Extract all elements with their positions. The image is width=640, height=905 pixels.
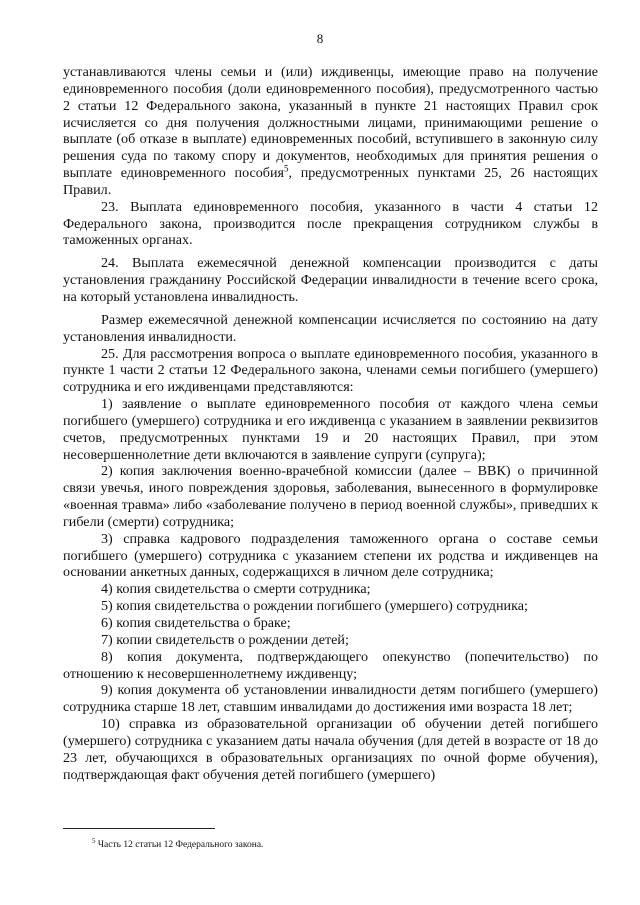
page-number: 8	[316, 31, 324, 46]
list-item-1: 1) заявление о выплате единовременного пособия от каждого члена семьи погибшего (умершего) сотрудника и его иждивенца с указанием в заявлении реквизитов счетов, предусмотренных пунктами 19 и 20 настоящих Правил, при этом несовершеннолетние дети включаются в заявление супруги (супруга);	[63, 396, 598, 463]
paragraph-item-25: 25. Для рассмотрения вопроса о выплате единовременного пособия, указанного в пункте 1 части 2 статьи 12 Федерального закона, членами семьи погибшего (умершего) сотрудника и его иждивенцами представляются:	[63, 345, 598, 396]
footnote-marker: 5	[92, 836, 96, 845]
paragraph-text: , предусмотренных пунктами 25, 26 настоящих Правил.	[63, 165, 598, 198]
footnote	[92, 836, 264, 850]
paragraph-item-23: 23. Выплата единовременного пособия, указанного в части 4 статьи 12 Федерального закона, производится после прекращения сотрудником службы в таможенных органах.	[63, 198, 598, 249]
paragraph-compensation-size: Размер ежемесячной денежной компенсации исчисляется по состоянию на дату установления инвалидности.	[63, 311, 598, 345]
list-item-6: 6) копия свидетельства о браке;	[101, 615, 291, 631]
footnote-text: Часть 12 статьи 12 Федерального закона.	[97, 840, 264, 850]
list-item-9: 9) копия документа об установлении инвалидности детям погибшего (умершего) сотрудника старше 18 лет, ставшим инвалидами до достижения ими возраста 18 лет;	[63, 682, 598, 716]
list-item-5: 5) копия свидетельства о рождении погибшего (умершего) сотрудника;	[101, 598, 528, 615]
list-item-7: 7) копии свидетельств о рождении детей;	[101, 631, 349, 648]
list-item-4: 4) копия свидетельства о смерти сотрудника;	[101, 581, 371, 598]
footnote-divider	[63, 828, 215, 829]
footnote-reference: 5	[283, 163, 289, 174]
paragraph-continued	[63, 64, 598, 199]
list-item-8: 8) копия документа, подтверждающего опекунство (попечительство) по отношению к несовершеннолетнему иждивенцу;	[63, 648, 598, 682]
list-item-3: 3) справка кадрового подразделения таможенного органа о составе семьи погибшего (умершего) сотрудника с указанием степени их родства и иждивенцев на основании анкетных данных, содержащихся в личном деле сотрудника;	[63, 530, 598, 581]
paragraph-item-24: 24. Выплата ежемесячной денежной компенсации производится с даты установления гражданину Российской Федерации инвалидности в течение всего срока, на который установлена инвалидность.	[63, 255, 598, 305]
list-item-10: 10) справка из образовательной организации об обучении детей погибшего (умершего) сотрудника с указанием даты начала обучения (для детей в возрасте от 18 до 23 лет, обучающихся в образовательных организациях по очной форме обучения), подтверждающая факт обучения детей погибшего (умершего)	[63, 716, 598, 783]
document-body	[63, 64, 598, 783]
paragraph-text: устанавливаются члены семьи и (или) иждивенцы, имеющие право на получение единовременного пособия (доли единовременного пособия), предусмотренного частью 2 статьи 12 Федерального закона, указанный в пункте 21 настоящих Правил срок исчисляется со дня получения должностными лицами, принимающими решение о выплате (об отказе в выплате) единовременных пособий, вступившего в законную силу решения суда по такому спору и документов, необходимых для принятия решения о выплате единовременного пособия	[63, 64, 598, 182]
list-item-2: 2) копия заключения военно-врачебной комиссии (далее – ВВК) о причинной связи увечья, иного повреждения здоровья, заболевания, вынесенного в формулировке «военная травма» либо «заболевание получено в период военной службы», приведших к гибели (смерти) сотрудника;	[63, 463, 598, 530]
